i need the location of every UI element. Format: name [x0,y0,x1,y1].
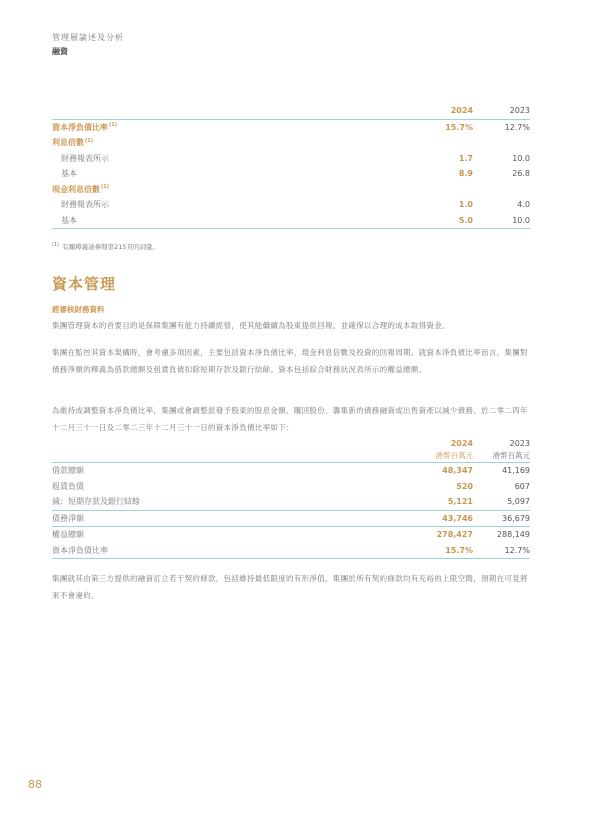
table-row: 債務淨額 43,746 36,679 [52,511,530,528]
row-label: 財務報表所示 [61,200,109,210]
row-label: 財務報表所示 [61,153,109,163]
row-label: 現金利息倍數 [52,184,100,194]
paragraph-3: 為維持或調整資本淨負債比率，集團或會調整派發予股東的股息金額、購回股份、籌集新的債務融資或出售資產以減少債務。於二零二四年十二月三十一日及二零二三年十二月三十一日的資本淨負債比率如下： [52,406,528,432]
section-heading: 資本管理 [52,275,117,293]
table-row: 資本淨負債比率$^{(1)}$ 15.7% 12.7% [52,122,530,132]
table-row: 借款總額 48,347 41,169 [52,466,530,476]
page-number: 88 [28,778,42,791]
table-row: 基本 5.0 10.0 [52,213,530,230]
subsection-title: 融資 [52,47,68,56]
gearing-table-unit-header: 港幣百萬元 港幣百萬元 [52,449,530,463]
row-label: 利息倍數 [52,138,84,148]
row-label: 租賃負債 [52,481,84,491]
ratios-table [52,103,530,229]
row-label: 基本 [61,169,77,179]
section-subheading: 經審核財務資料 [52,305,105,314]
gearing-table [52,437,530,559]
row-label: 借款總額 [52,466,84,476]
row-label: 債務淨額 [52,513,84,523]
gearing-table-year-header: 2024 2023 [450,438,530,448]
row-label: 權益總額 [52,530,84,540]
paragraph-2: 集團在監控其資本架構時，會考慮多項因素，主要包括資本淨負債比率、現金利息倍數及投資的回報周期。就資本淨負債比率而言，集團對債務淨額的釋義為借款總額及租賃負債扣除短期存款及銀行結餘。資本包括綜合財務狀況表所示的權益總額。 [52,348,528,374]
table-row: 現金利息倍數$^{(1)}$ [52,184,110,194]
table-row: 基本 8.9 26.8 [52,166,530,182]
row-label: 資本淨負債比率 [52,545,108,555]
table-row: 財務報表所示 1.0 4.0 [52,197,530,213]
table-row: 利息倍數$^{(1)}$ [52,137,94,148]
table-row: 資本淨負債比率 15.7% 12.7% [52,543,530,560]
row-label: 減：短期存款及銀行結餘 [52,497,140,507]
section-title: 管理層論述及分析 [52,33,124,42]
row-label: 基本 [61,215,77,225]
table-row: 減：短期存款及銀行結餘 5,121 5,097 [52,494,530,511]
footnote: $^{(1)}$ 有關釋義請參閱第215頁的詞彙。 [52,242,160,252]
column-2024: 2024 [450,106,473,116]
row-label: 資本淨負債比率 [52,122,108,132]
page-header [52,32,124,59]
table-row: 權益總額 278,427 288,149 [52,530,530,540]
table-row: 租賃負債 520 607 [52,481,530,491]
column-2023: 2023 [509,106,530,116]
table-row: 財務報表所示 1.7 10.0 [52,151,530,167]
paragraph-4: 集團就其由第三方提供的融資訂立若干契約條款，包括維持最低限度的有形淨值。集團於所有契約條款均有充裕的上限空間，預期在可見將來不會違約。 [52,574,528,600]
ratios-table-header [52,103,530,120]
paragraph-1: 集團管理資本的首要目的是保障集團有能力持續經營，使其能繼續為股東提供回報，並確保以合理的成本取得資金。 [52,321,450,330]
